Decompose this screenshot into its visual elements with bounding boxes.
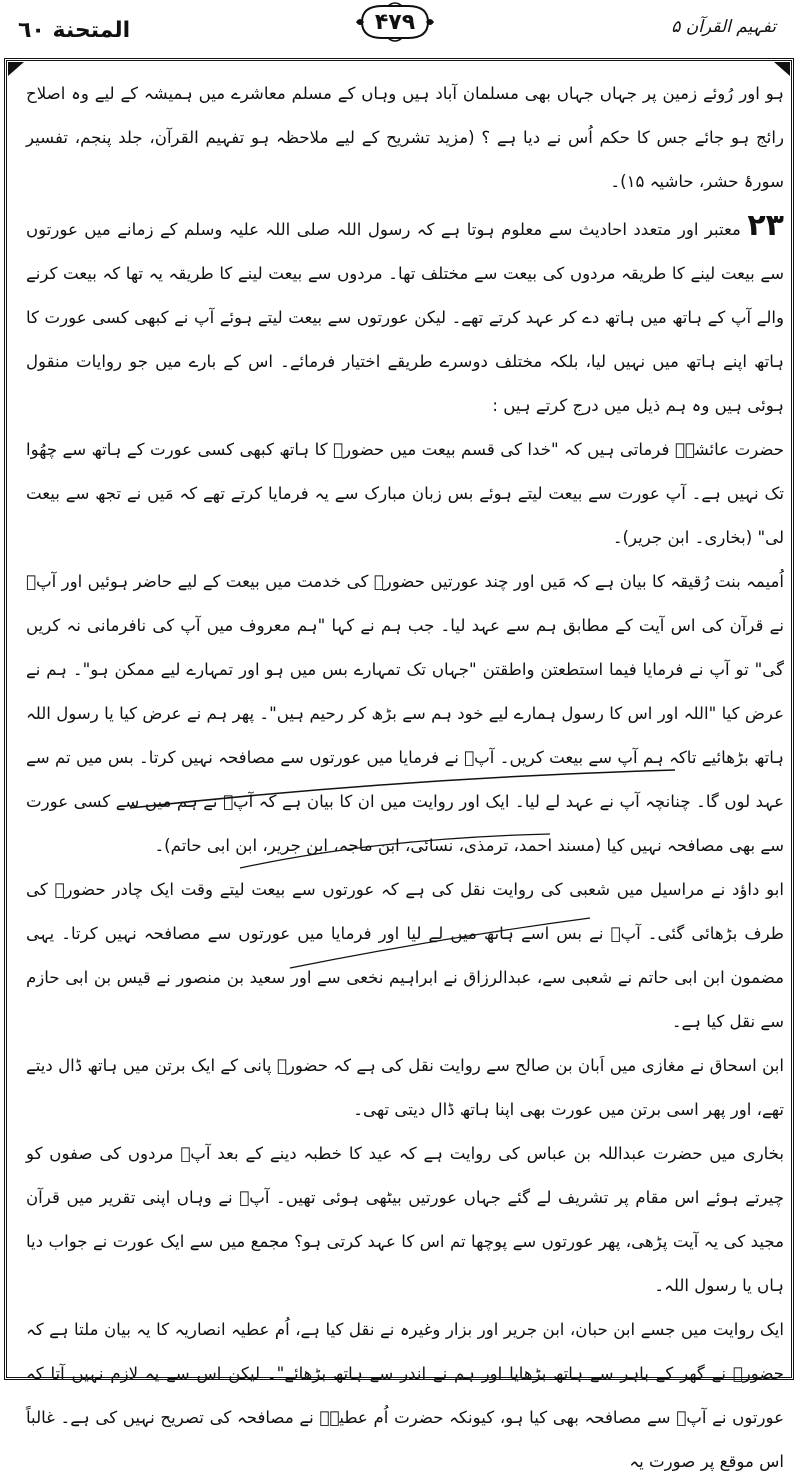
paragraph-text: معتبر اور متعدد احادیث سے معلوم ہوتا ہے کہ رسول اللہ صلی اللہ علیہ وسلم کے زمانے میں عورتوں سے بیعت لینے کا طریقہ مردوں کی بیعت سے مختلف تھا۔ مردوں سے بیعت لینے کا طریقہ یہ تھا کہ بیعت کرنے والے آپ کے ہاتھ میں ہاتھ دے کر عہد کرتے تھے۔ لیکن عورتوں سے بیعت لیتے ہوئے آپ نے کبھی کسی عورت کا ہاتھ اپنے ہاتھ میں نہیں لیا، بلکہ مختلف دوسرے طریقے اختیار فرمائے۔ اس کے بارے میں جو روایات منقول ہوئی ہیں وہ ہم ذیل میں درج کرتے ہیں : — [26, 220, 784, 415]
paragraph: ایک روایت میں جسے ابن حبان، ابن جریر اور بزار وغیرہ نے نقل کیا ہے، اُم عطیہ انصاریہ کا یہ بیان ملتا ہے کہ حضورؐ نے گھر کے باہر سے ہاتھ بڑھایا اور ہم نے اندر سے ہاتھ بڑھائے"۔ لیکن اس سے یہ لازم نہیں آتا کہ عورتوں نے آپؐ سے مصافحہ بھی کیا ہو، کیونکہ حضرت اُم عطیہؓ نے مصافحہ کی تصریح نہیں کی ہے۔ غالباً اس موقع پر صورت یہ — [26, 1320, 784, 1471]
footnote-paragraph — [26, 204, 784, 428]
paragraph: بخاری میں حضرت عبداللہ بن عباس کی روایت ہے کہ عید کا خطبہ دینے کے بعد آپؐ مردوں کی صفوں کو چیرتے ہوئے اس مقام پر تشریف لے گئے جہاں عورتیں بیٹھی ہوئی تھیں۔ آپؐ نے وہاں اپنی تقریر میں قرآن مجید کی یہ آیت پڑھی، پھر عورتوں سے پوچھا تم اس کا عہد کرتی ہو؟ مجمع میں سے ایک عورت نے جواب دیا ہاں یا رسول اللہ۔ — [26, 1144, 784, 1295]
surah-label: المتحنة ٦٠ — [18, 18, 131, 43]
corner-ornament-icon — [6, 60, 26, 78]
footnote-number: ۲۳ — [747, 208, 784, 243]
paragraph: ابو داؤد نے مراسیل میں شعبی کی روایت نقل کی ہے کہ عورتوں سے بیعت لیتے وقت ایک چادر حضورؐ کی طرف بڑھائی گئی۔ آپؐ نے بس اسے ہاتھ میں لے لیا اور فرمایا میں عورتوں سے مصافحہ نہیں کرتا۔ یہی مضمون ابن ابی حاتم نے شعبی سے، عبدالرزاق نے ابراہیم نخعی سے اور سعید بن منصور نے قیس بن ابی حازم سے نقل کیا ہے۔ — [26, 880, 784, 1031]
page-header — [0, 0, 800, 56]
paragraph: حضرت عائشہؓ فرماتی ہیں کہ "خدا کی قسم بیعت میں حضورؐ کا ہاتھ کبھی کسی عورت کے ہاتھ سے چھُوا تک نہیں ہے۔ آپ عورت سے بیعت لیتے ہوئے بس زبان مبارک سے یہ فرمایا کرتے تھے کہ مَیں نے تجھ سے بیعت لی" (بخاری۔ ابن جریر)۔ — [26, 440, 784, 547]
page-number-ornament — [352, 2, 438, 42]
page-body — [26, 72, 784, 1471]
paragraph: اُمیمہ بنت رُقیقہ کا بیان ہے کہ مَیں اور چند عورتیں حضورؐ کی خدمت میں بیعت کے لیے حاضر ہوئیں اور آپؐ نے قرآن کی اس آیت کے مطابق ہم سے عہد لیا۔ جب ہم نے کہا "ہم معروف میں آپ کی نافرمانی نہ کریں گی" تو آپ نے فرمایا فیما استطعتن واطقتن "جہاں تک تمہارے بس میں ہو اور تمہارے لیے ممکن ہو"۔ ہم نے عرض کیا "اللہ اور اس کا رسول ہمارے لیے خود ہم سے بڑھ کر رحیم ہیں"۔ پھر ہم نے عرض کیا یا رسول اللہ ہاتھ بڑھائیے تاکہ ہم آپ سے بیعت کریں۔ آپؐ نے فرمایا میں عورتوں سے مصافحہ نہیں کرتا۔ بس میں تم سے عہد لوں گا۔ چنانچہ آپ نے عہد لے لیا۔ ایک اور روایت میں ان کا بیان ہے کہ آپؐ نے ہم میں سے کسی عورت سے بھی مصافحہ نہیں کیا (مسند احمد، ترمذی، نسائی، ابن ماجہ، ابن جریر، ابن ابی حاتم)۔ — [26, 572, 784, 855]
book-title: تفہیم القرآن ۵ — [671, 17, 776, 37]
paragraph: ابن اسحاق نے مغازی میں اَبان بن صالح سے روایت نقل کی ہے کہ حضورؐ پانی کے ایک برتن میں ہاتھ ڈال دیتے تھے، اور پھر اسی برتن میں عورت بھی اپنا ہاتھ ڈال دیتی تھی۔ — [26, 1056, 784, 1119]
page-number: ۴۷۹ — [374, 9, 416, 35]
pen-strike-marks — [120, 768, 680, 988]
paragraph: ہو اور رُوئے زمین پر جہاں جہاں بھی مسلمان آباد ہیں وہاں کے مسلم معاشرے میں ہمیشہ کے لیے وہ اصلاح رائج ہو جائے جس کا حکم اُس نے دیا ہے ؟ (مزید تشریح کے لیے ملاحظہ ہو تفہیم القرآن، جلد پنجم، تفسیر سورۂ حشر، حاشیہ ۱۵)۔ — [26, 84, 784, 191]
